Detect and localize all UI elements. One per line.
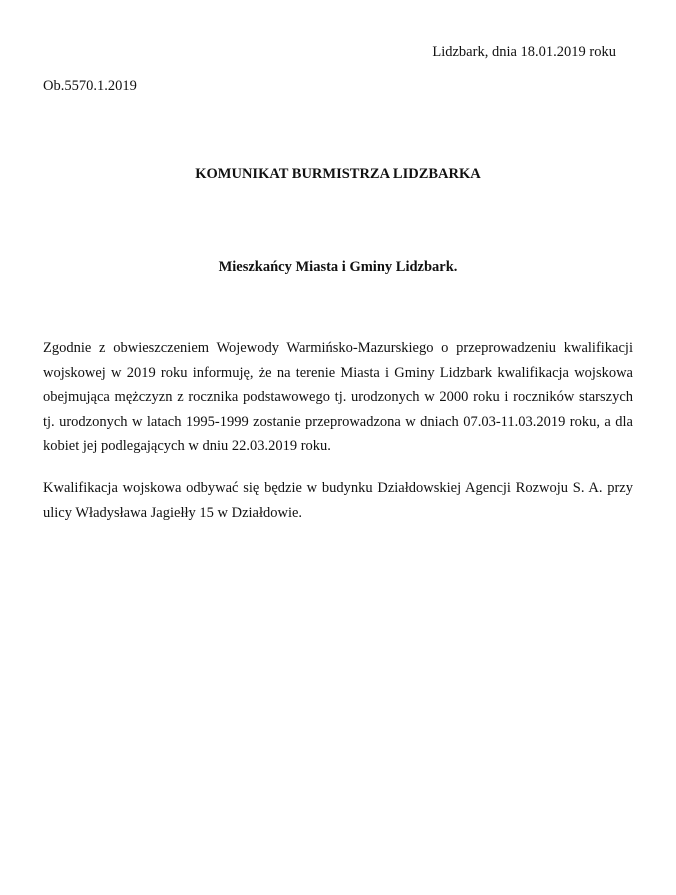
- paragraph-line: kobiet jej podlegających w dniu 22.03.2019 roku.: [43, 438, 331, 455]
- paragraph-line: tj. urodzonych w latach 1995-1999 zostanie przeprowadzona w dniach 07.03-11.03.2019 roku, a dla: [43, 413, 633, 430]
- reference-number: Ob.5570.1.2019: [43, 78, 137, 94]
- document-title: KOMUNIKAT BURMISTRZA LIDZBARKA: [195, 166, 481, 182]
- paragraph-line: Kwalifikacja wojskowa odbywać się będzie w budynku Działdowskiej Agencji Rozwoju S. A. przy: [43, 480, 633, 496]
- paragraph-line: Zgodnie z obwieszczeniem Wojewody Warmińsko-Mazurskiego o przeprowadzeniu kwalifikacji: [43, 340, 633, 356]
- addressee: Mieszkańcy Miasta i Gminy Lidzbark.: [218, 259, 458, 275]
- place-and-date: Lidzbark, dnia 18.01.2019 roku: [432, 44, 616, 60]
- paragraph-qualification-location: [43, 476, 633, 525]
- paragraph-qualification-schedule: [43, 336, 633, 459]
- paragraph-line: ulicy Władysława Jagiełły 15 w Działdowie.: [43, 504, 303, 521]
- paragraph-line: wojskowej w 2019 roku informuję, że na terenie Miasta i Gminy Lidzbark kwalifikacja wojskowa: [43, 364, 633, 381]
- paragraph-line: obejmująca mężczyzn z rocznika podstawowego tj. urodzonych w 2000 roku i roczników starszych: [43, 389, 633, 406]
